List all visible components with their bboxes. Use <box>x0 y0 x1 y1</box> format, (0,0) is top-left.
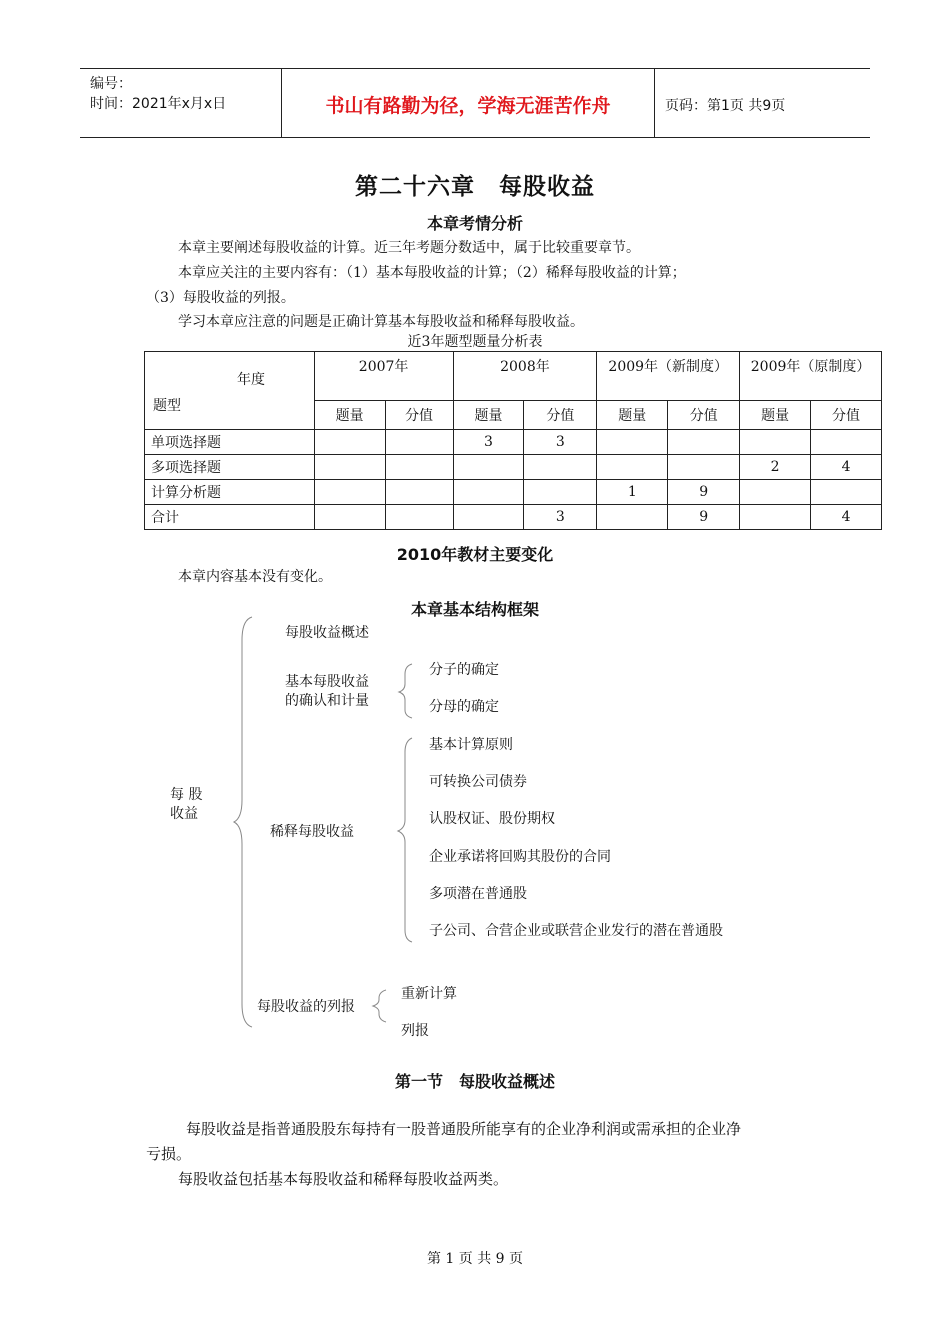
corner-year-label: 年度 <box>237 371 265 388</box>
table-cell <box>597 455 668 480</box>
section1-title: 第一节 每股收益概述 <box>394 1072 555 1091</box>
document-header <box>80 68 870 138</box>
table-cell <box>385 455 453 480</box>
table-cell <box>524 455 597 480</box>
question-analysis-table <box>144 351 882 530</box>
table-cell: 3 <box>453 430 524 455</box>
header-right-cell <box>655 69 870 137</box>
basic-brace <box>399 664 412 718</box>
table-cell <box>740 505 811 530</box>
year-header-2008: 2008年 <box>453 352 597 401</box>
row-label: 合计 <box>145 505 315 530</box>
table-cell <box>811 430 882 455</box>
subheader-cell: 分值 <box>385 401 453 430</box>
year-header-2009-new: 2009年（新制度） <box>597 352 740 401</box>
report-brace <box>373 990 386 1022</box>
subheader-cell: 分值 <box>811 401 882 430</box>
table-cell <box>668 430 740 455</box>
year-header-2009-old: 2009年（原制度） <box>740 352 882 401</box>
analysis-paragraph-2b: （3）每股收益的列报。 <box>146 290 295 306</box>
table-cell: 9 <box>668 480 740 505</box>
structure-title: 本章基本结构框架 <box>410 600 539 619</box>
diluted-child: 可转换公司债券 <box>429 774 527 790</box>
table-cell <box>385 505 453 530</box>
table-cell: 4 <box>811 505 882 530</box>
motto: 书山有路勤为径，学海无涯苦作舟 <box>325 95 611 117</box>
section1-paragraph-2: 每股收益包括基本每股收益和稀释每股收益两类。 <box>178 1170 509 1188</box>
section1-paragraph-1a: 每股收益是指普通股股东每持有一股普通股所能享有的企业净利润或需承担的企业净 <box>186 1120 742 1138</box>
header-motto-cell <box>281 69 655 137</box>
diluted-child: 多项潜在普通股 <box>429 886 527 902</box>
table-cell <box>385 480 453 505</box>
subheader-cell: 题量 <box>314 401 385 430</box>
table-cell <box>385 430 453 455</box>
table-cell <box>811 480 882 505</box>
root-label-line1: 每 股 <box>170 787 203 803</box>
diluted-child: 企业承诺将回购其股份的合同 <box>429 849 611 865</box>
node-basic-line1: 基本每股收益 <box>285 674 369 690</box>
table-cell <box>453 455 524 480</box>
table-cell <box>453 505 524 530</box>
page-footer: 第 1 页 共 9 页 <box>426 1251 524 1267</box>
changes-title: 2010年教材主要变化 <box>396 545 554 564</box>
subheader-cell: 分值 <box>668 401 740 430</box>
chapter-title: 第二十六章 每股收益 <box>355 174 595 200</box>
table-cell: 3 <box>524 505 597 530</box>
table-row <box>145 455 882 480</box>
node-overview: 每股收益概述 <box>285 625 369 641</box>
table-cell <box>314 480 385 505</box>
diluted-child: 子公司、合营企业或联营企业发行的潜在普通股 <box>429 923 723 939</box>
subheader-cell: 题量 <box>453 401 524 430</box>
subheader-cell: 题量 <box>597 401 668 430</box>
node-diluted: 稀释每股收益 <box>270 824 354 840</box>
diluted-brace <box>398 738 412 942</box>
table-cell <box>740 480 811 505</box>
row-label: 多项选择题 <box>145 455 315 480</box>
table-cell <box>314 505 385 530</box>
table-cell: 2 <box>740 455 811 480</box>
table-cell: 3 <box>524 430 597 455</box>
corner-type-label: 题型 <box>153 397 181 414</box>
time-label: 时间：2021年x月x日 <box>90 96 227 112</box>
table-row <box>145 480 882 505</box>
report-child: 重新计算 <box>401 986 457 1002</box>
table-row <box>145 430 882 455</box>
table-cell <box>597 505 668 530</box>
table-cell <box>668 455 740 480</box>
table-cell: 1 <box>597 480 668 505</box>
header-left-cell <box>80 69 281 137</box>
row-label: 单项选择题 <box>145 430 315 455</box>
table-corner-cell <box>145 352 315 430</box>
table-cell: 4 <box>811 455 882 480</box>
row-label: 计算分析题 <box>145 480 315 505</box>
root-label-line2: 收益 <box>170 806 198 822</box>
report-child: 列报 <box>401 1023 429 1039</box>
number-label: 编号： <box>90 76 132 92</box>
table-cell <box>740 430 811 455</box>
table-cell <box>597 430 668 455</box>
subheader-cell: 分值 <box>524 401 597 430</box>
section1-paragraph-1b: 亏损。 <box>146 1145 192 1163</box>
table-cell <box>314 430 385 455</box>
table-cell <box>453 480 524 505</box>
node-basic-line2: 的确认和计量 <box>285 693 369 709</box>
table-caption: 近3年题型题量分析表 <box>407 334 543 350</box>
page-info: 页码：第1页 共9页 <box>665 98 786 114</box>
analysis-paragraph-1: 本章主要阐述每股收益的计算。近三年考题分数适中，属于比较重要章节。 <box>178 240 640 256</box>
analysis-paragraph-2a: 本章应关注的主要内容有：（1）基本每股收益的计算；（2）稀释每股收益的计算； <box>178 265 686 281</box>
main-brace <box>234 617 252 1027</box>
table-row <box>145 505 882 530</box>
diluted-child: 认股权证、股份期权 <box>429 811 555 827</box>
table-header-row <box>145 352 882 401</box>
subheader-cell: 题量 <box>740 401 811 430</box>
basic-child: 分子的确定 <box>429 662 499 678</box>
node-report: 每股收益的列报 <box>257 999 355 1015</box>
table-cell <box>524 480 597 505</box>
table-cell <box>314 455 385 480</box>
analysis-paragraph-3: 学习本章应注意的问题是正确计算基本每股收益和稀释每股收益。 <box>178 314 584 330</box>
table-cell: 9 <box>668 505 740 530</box>
year-header-2007: 2007年 <box>314 352 453 401</box>
analysis-title: 本章考情分析 <box>426 214 523 233</box>
diluted-child: 基本计算原则 <box>429 737 513 753</box>
changes-text: 本章内容基本没有变化。 <box>178 569 332 585</box>
basic-child: 分母的确定 <box>429 699 499 715</box>
